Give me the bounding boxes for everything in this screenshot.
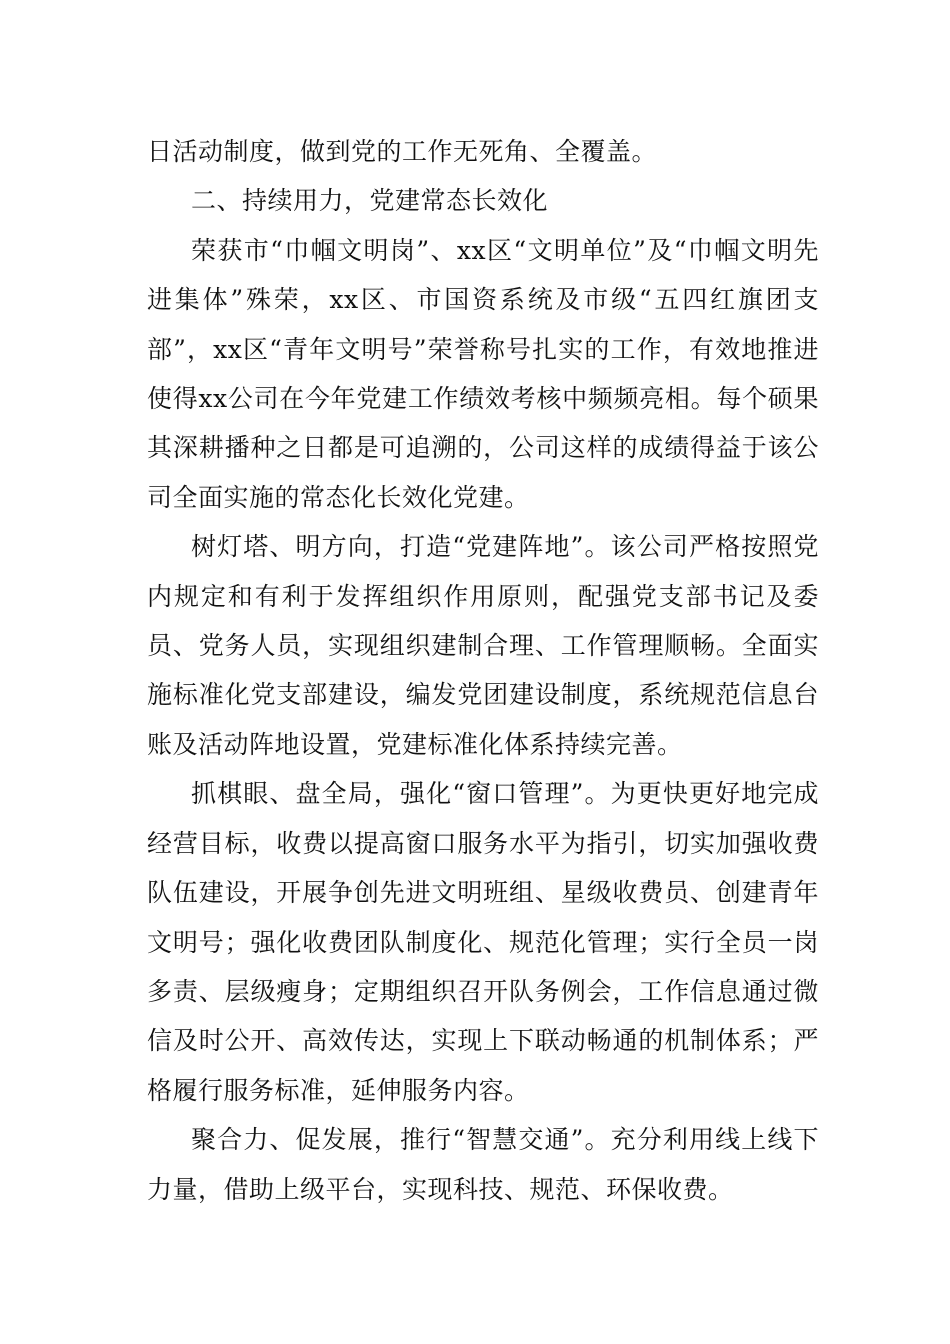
paragraph-smart-transport: 聚合力、促发展，推行“智慧交通”。充分利用线上线下力量，借助上级平台，实现科技、规范、环保收费。 [147,1125,819,1204]
section-heading: 二、持续用力，党建常态长效化 [191,186,549,216]
paragraph-window-management: 抓棋眼、盘全局，强化“窗口管理”。为更快更好地完成经营目标，收费以提高窗口服务水平为指引，切实加强收费队伍建设，开展争创先进文明班组、星级收费员、创建青年文明号；强化收费团队制度化、规范化管理；实行全员一岗多责、层级瘦身；定期组织召开队务例会，工作信息通过微信及时公开、高效传达，实现上下联动畅通的机制体系；严格履行服务标准，延伸服务内容。 [147,779,819,1105]
paragraph-continuation: 日活动制度，做到党的工作无死角、全覆盖。 [147,137,658,166]
paragraph-party-position: 树灯塔、明方向，打造“党建阵地”。该公司严格按照党内规定和有利于发挥组织作用原则，配强党支部书记及委员、党务人员，实现组织建制合理、工作管理顺畅。全面实施标准化党支部建设，编发党团建设制度，系统规范信息台账及活动阵地设置，党建标准化体系持续完善。 [147,532,819,759]
document-body [147,127,819,1214]
paragraph-honors: 荣获市“巾帼文明岗”、xx区“文明单位”及“巾帼文明先进集体”殊荣，xx区、市国资系统及市级“五四红旗团支部”，xx区“青年文明号”荣誉称号扎实的工作，有效地推进使得xx公司在今年党建工作绩效考核中频频亮相。每个硕果其深耕播种之日都是可追溯的，公司这样的成绩得益于该公司全面实施的常态化长效化党建。 [147,235,819,512]
